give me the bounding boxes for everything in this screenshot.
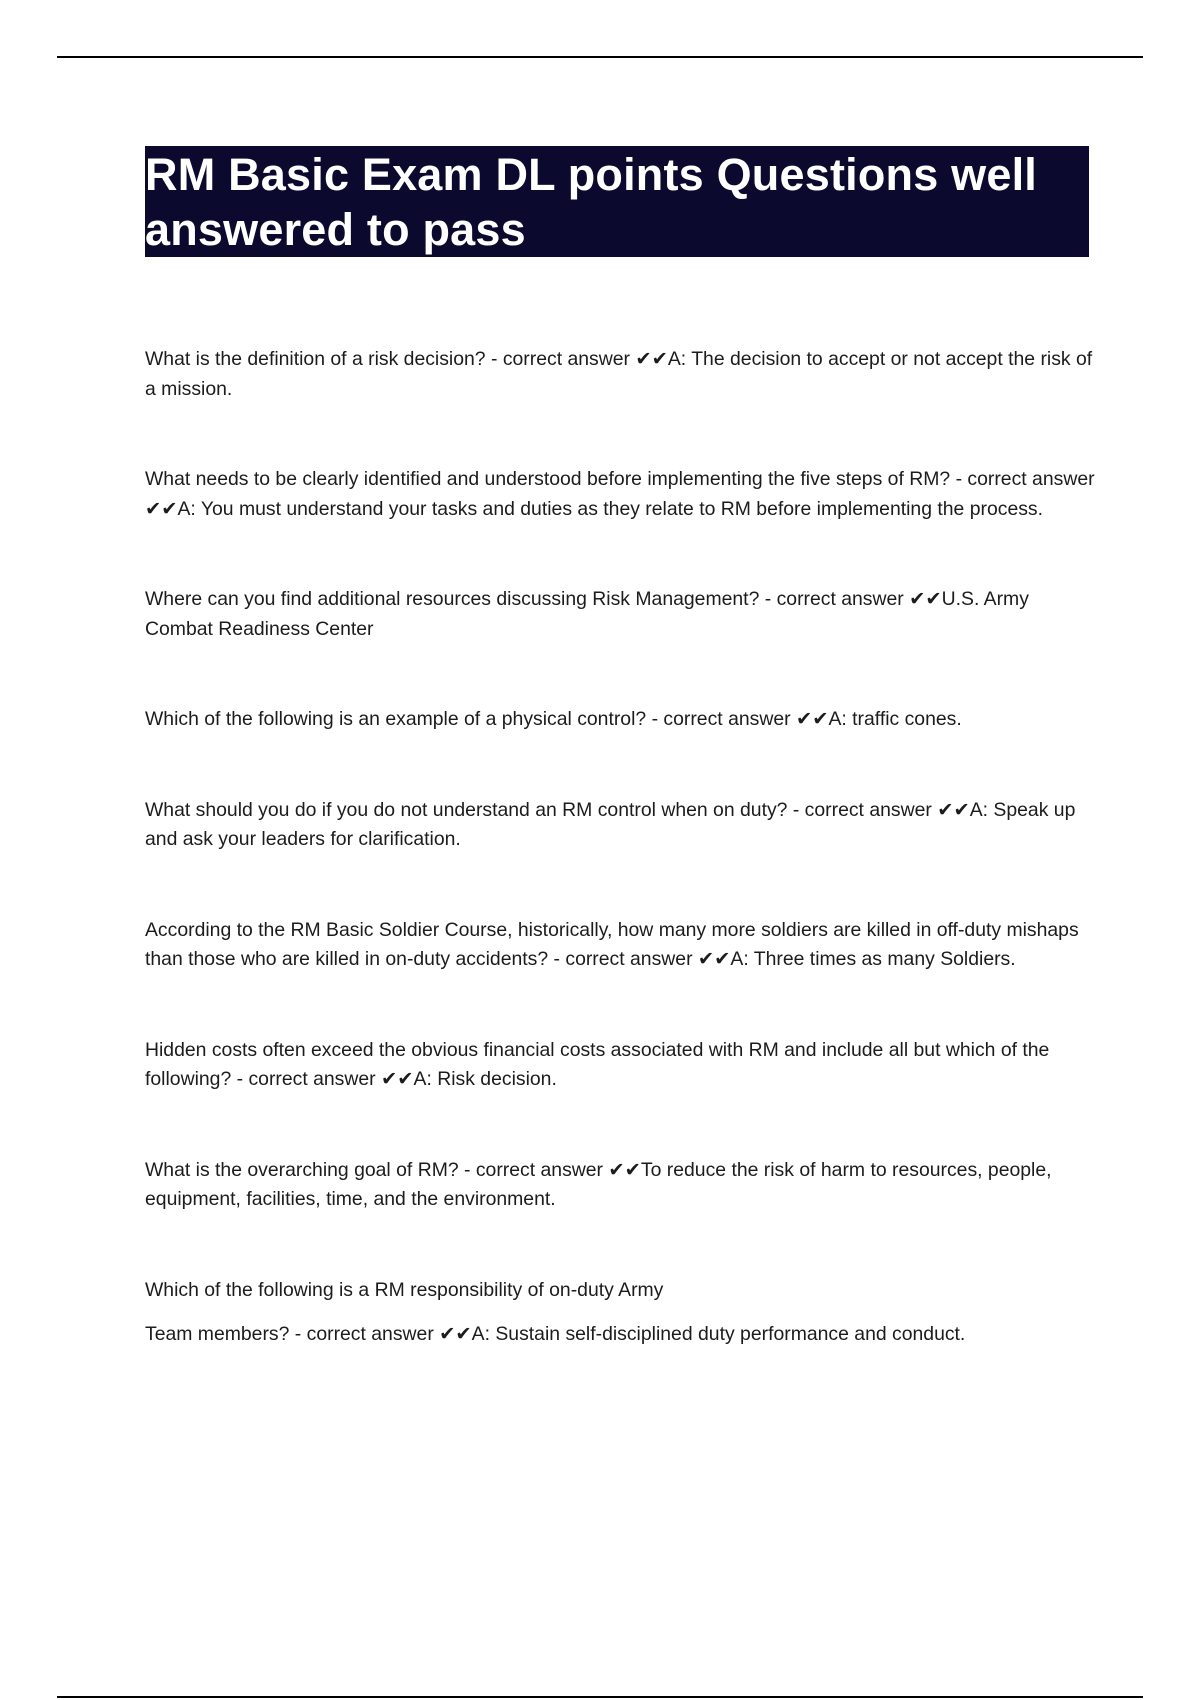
qa-item: What should you do if you do not understand an RM control when on duty? - correct answer ✔✔A: Speak up and ask your leaders for clarification. xyxy=(145,798,1076,850)
qa-item: Hidden costs often exceed the obvious financial costs associated with RM and include all but which of the following? - correct answer ✔✔A: Risk decision. xyxy=(145,1038,1050,1090)
qa-item: What is the definition of a risk decision? - correct answer ✔✔A: The decision to accept or not accept the risk of a mission. xyxy=(145,348,1093,400)
document-title: RM Basic Exam DL points Questions well answered to pass xyxy=(145,149,1037,255)
top-rule xyxy=(57,56,1143,58)
qa-item: Which of the following is a RM responsibility of on-duty Army xyxy=(145,1278,664,1301)
qa-item: Which of the following is an example of a physical control? - correct answer ✔✔A: traffic cones. xyxy=(145,708,962,730)
title-banner xyxy=(145,146,1089,257)
qa-item: What is the overarching goal of RM? - correct answer ✔✔To reduce the risk of harm to resources, people, equipment, facilities, time, and the environment. xyxy=(145,1158,1052,1210)
qa-item: Team members? - correct answer ✔✔A: Sustain self-disciplined duty performance and conduct. xyxy=(145,1323,966,1345)
bottom-rule xyxy=(57,1696,1143,1698)
qa-item: Where can you find additional resources discussing Risk Management? - correct answer ✔✔U.S. Army Combat Readiness Center xyxy=(145,588,1029,640)
qa-list xyxy=(145,345,1095,1350)
qa-item: What needs to be clearly identified and understood before implementing the five steps of RM? - correct answer ✔✔A: You must understand your tasks and duties as they relate to RM before implementing the process. xyxy=(145,468,1095,520)
qa-item: According to the RM Basic Soldier Course, historically, how many more soldiers are killed in off-duty mishaps than those who are killed in on-duty accidents? - correct answer ✔✔A: Three times as many Soldiers. xyxy=(145,918,1079,970)
